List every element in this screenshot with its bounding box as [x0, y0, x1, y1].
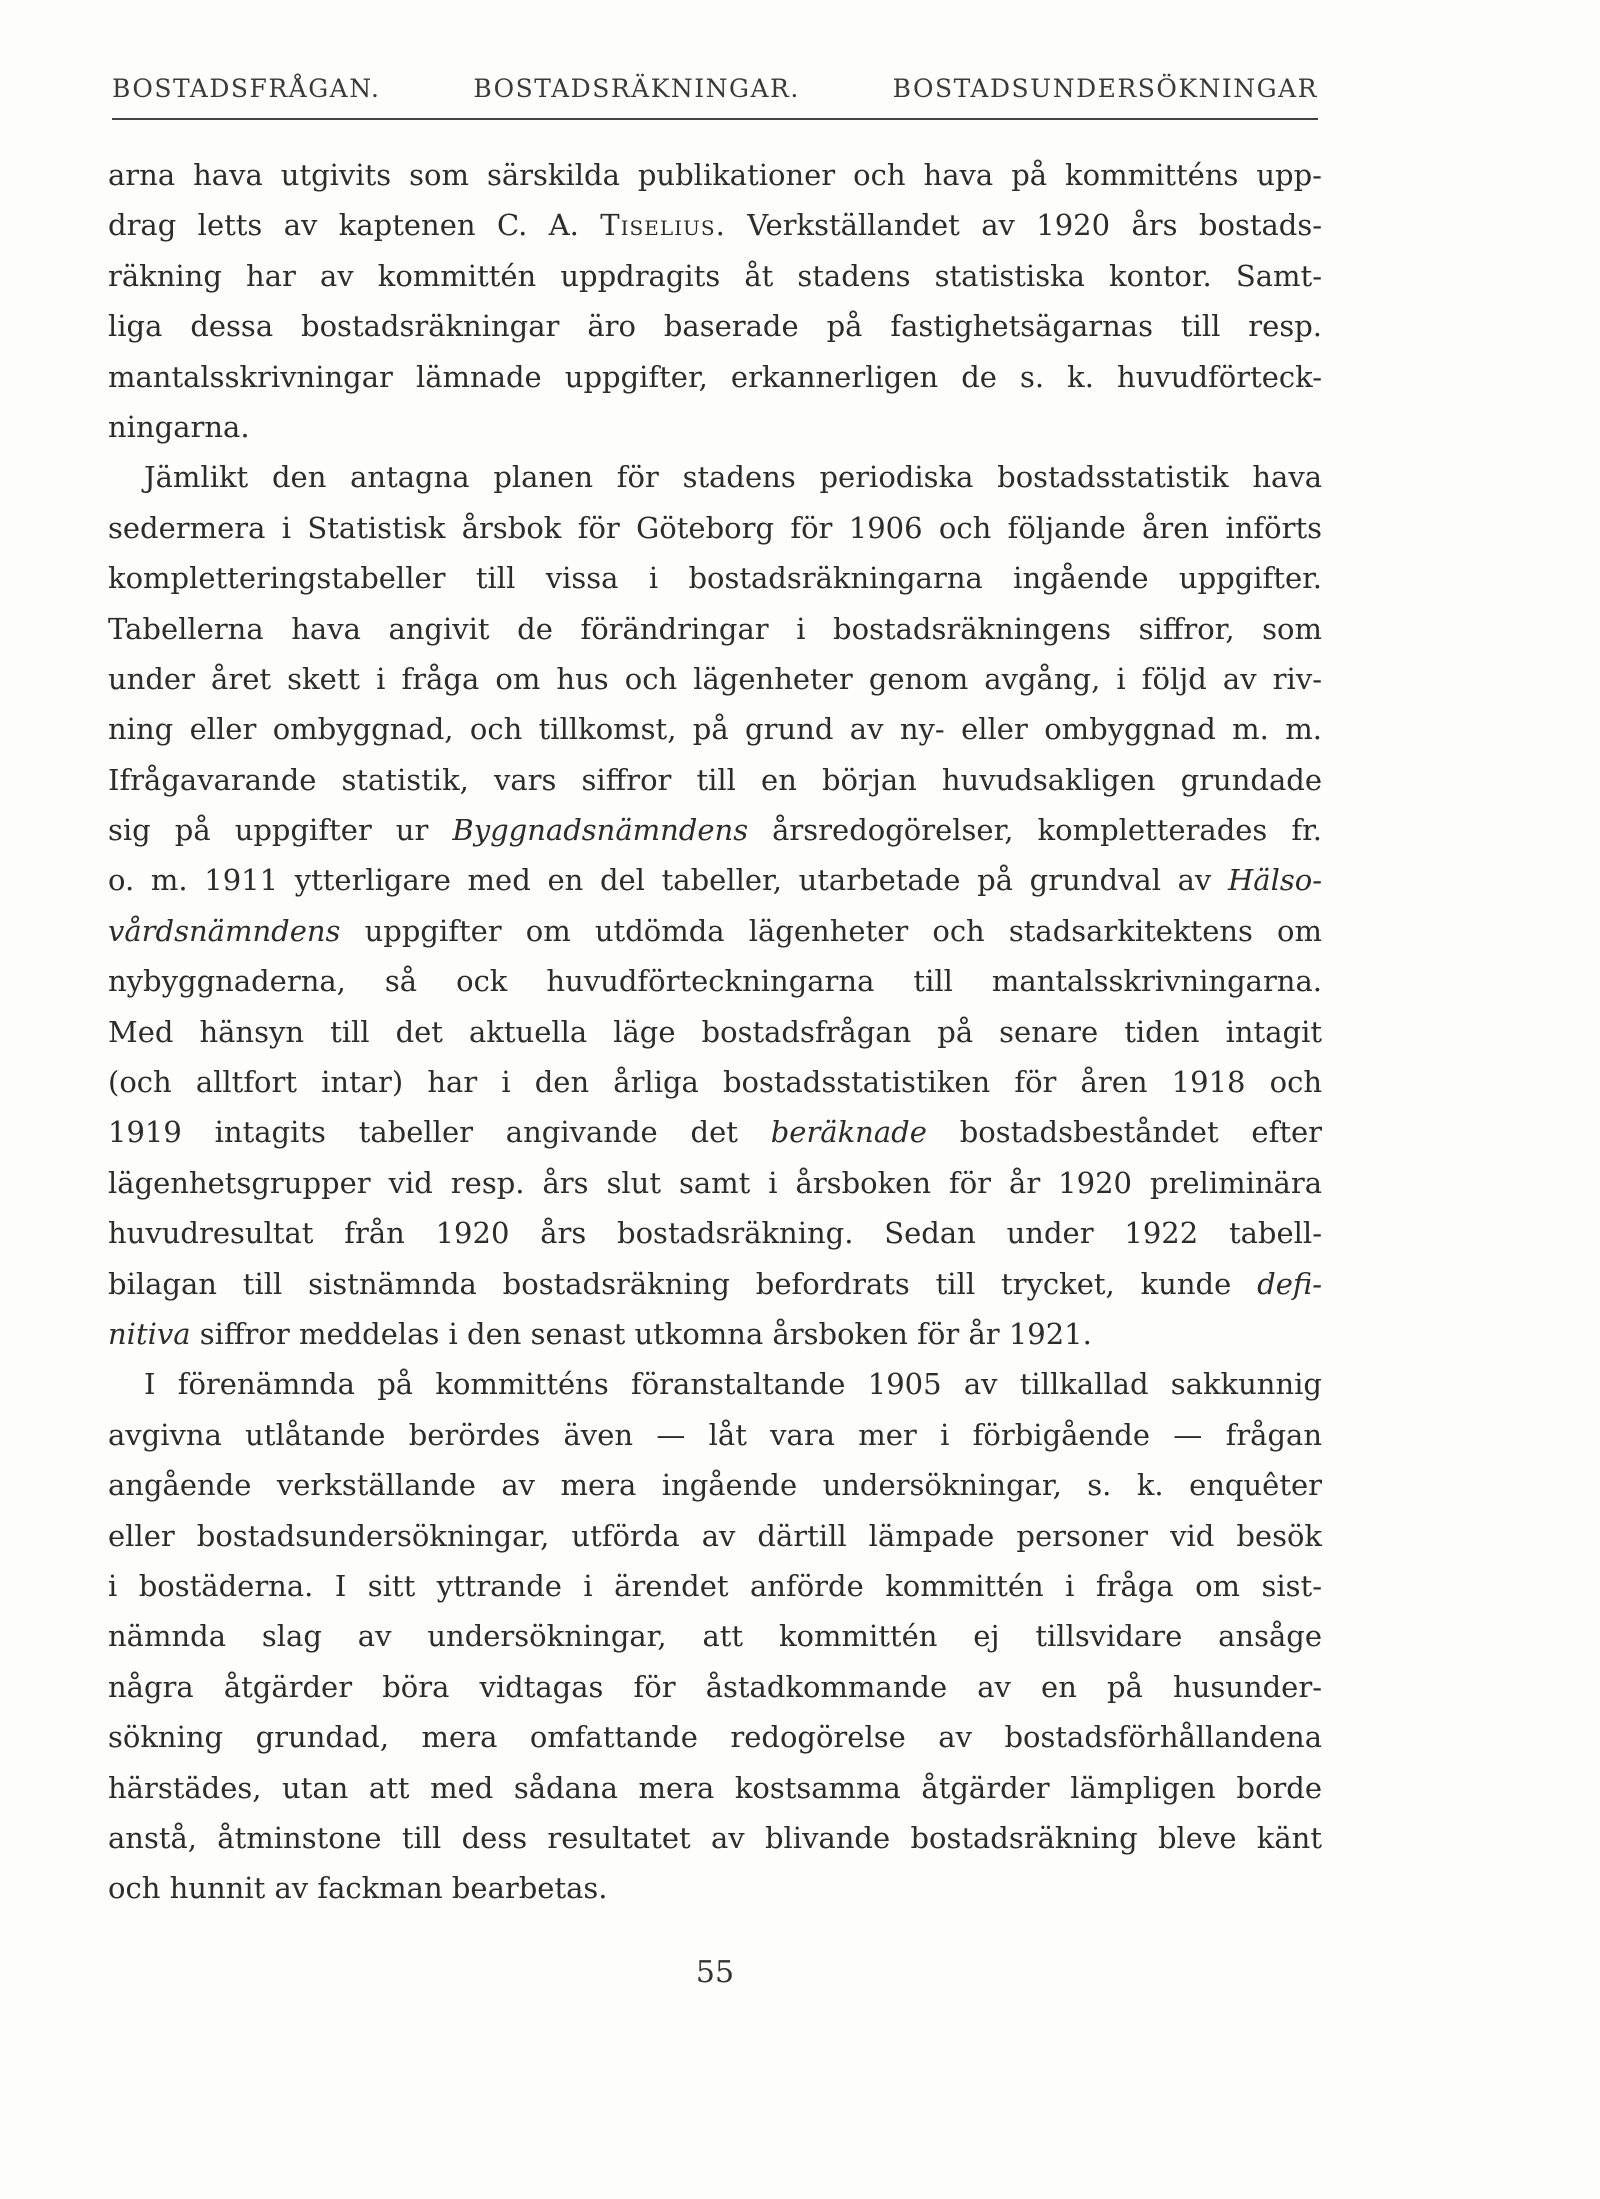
- text-line: nitiva siffror meddelas i den senast utkomna årsboken för år 1921.: [108, 1316, 1092, 1351]
- text-line: Ifrågavarande statistik, vars siffror till en början huvudsakligen grundade: [108, 762, 1322, 797]
- running-head-middle: BOSTADSRÄKNINGAR.: [473, 74, 800, 103]
- italic-beraknade: beräknade: [770, 1115, 927, 1150]
- text-line: Jämlikt den antagna planen för stadens periodiska bostadsstatistik hava: [144, 460, 1322, 495]
- running-head-left: BOSTADSFRÅGAN.: [112, 74, 381, 103]
- text-line: i bostäderna. I sitt yttrande i ärendet anförde kommittén i fråga om sist-: [108, 1568, 1322, 1603]
- text-line: eller bostadsundersökningar, utförda av därtill lämpade personer vid besök: [108, 1518, 1322, 1553]
- italic-vardsnamndens: vårdsnämndens: [108, 913, 341, 948]
- italic-nitiva: nitiva: [108, 1316, 191, 1351]
- italic-byggnadsnamndens: Byggnadsnämndens: [452, 813, 749, 848]
- running-head-right: BOSTADSUNDERSÖKNINGAR: [892, 74, 1318, 103]
- name-tiselius: Tiselius.: [600, 208, 726, 243]
- text-line: sökning grundad, mera omfattande redogörelse av bostadsförhållandena: [108, 1720, 1322, 1755]
- text-line: några åtgärder böra vidtagas för åstadkommande av en på husunder-: [108, 1669, 1322, 1704]
- text-line: vårdsnämndens uppgifter om utdömda lägenheter och stadsarkitektens om: [108, 913, 1323, 948]
- text-line: härstädes, utan att med sådana mera kostsamma åtgärder lämpligen borde: [108, 1770, 1322, 1805]
- text-line: bilagan till sistnämnda bostadsräkning befordrats till trycket, kunde defi-: [108, 1266, 1323, 1301]
- text-line: avgivna utlåtande berördes även — låt vara mer i förbigående — frågan: [108, 1417, 1322, 1452]
- text-line: ning eller ombyggnad, och tillkomst, på grund av ny- eller ombyggnad m. m.: [108, 712, 1322, 747]
- text-line: liga dessa bostadsräkningar äro baserade på fastighetsägarnas till resp.: [108, 309, 1322, 344]
- text-line: räkning har av kommittén uppdragits åt stadens statistiska kontor. Samt-: [108, 258, 1322, 293]
- text-line: drag letts av kaptenen C. A. Tiselius. Verkställandet av 1920 års bostads-: [108, 208, 1323, 243]
- running-head: [112, 74, 1318, 103]
- text-line: kompletteringstabeller till vissa i bostadsräkningarna ingående uppgifter.: [108, 561, 1322, 596]
- text-line: nybyggnaderna, så ock huvudförteckningarna till mantalsskrivningarna.: [108, 964, 1322, 999]
- header-rule: [112, 118, 1318, 120]
- body-text: [108, 150, 1322, 1914]
- text-line: mantalsskrivningar lämnade uppgifter, erkannerligen de s. k. huvudförteck-: [108, 359, 1322, 394]
- text-line: under året skett i fråga om hus och lägenheter genom avgång, i följd av riv-: [108, 661, 1322, 696]
- text-line: och hunnit av fackman bearbetas.: [108, 1871, 608, 1906]
- text-line: Tabellerna hava angivit de förändringar i bostadsräkningens siffror, som: [108, 611, 1322, 646]
- text-line: nämnda slag av undersökningar, att kommittén ej tillsvidare ansåge: [108, 1619, 1322, 1654]
- text-line: lägenhetsgrupper vid resp. års slut samt i årsboken för år 1920 preliminära: [108, 1165, 1322, 1200]
- text-line: sedermera i Statistisk årsbok för Göteborg för 1906 och följande åren införts: [108, 510, 1322, 545]
- text-line: anstå, åtminstone till dess resultatet av blivande bostadsräkning bleve känt: [108, 1820, 1322, 1855]
- text-line: angående verkställande av mera ingående undersökningar, s. k. enquêter: [108, 1468, 1322, 1503]
- italic-defi: defi-: [1257, 1266, 1323, 1301]
- page-number: 55: [695, 1955, 735, 1990]
- text-line: Med hänsyn till det aktuella läge bostadsfrågan på senare tiden intagit: [108, 1014, 1322, 1049]
- text-line: sig på uppgifter ur Byggnadsnämndens årsredogörelser, kompletterades fr.: [108, 813, 1322, 848]
- text-line: huvudresultat från 1920 års bostadsräkning. Sedan under 1922 tabell-: [108, 1216, 1322, 1251]
- text-line: I förenämnda på kommitténs föranstaltande 1905 av tillkallad sakkunnig: [144, 1367, 1322, 1402]
- text-line: 1919 intagits tabeller angivande det beräknade bostadsbeståndet efter: [108, 1115, 1323, 1150]
- text-line: o. m. 1911 ytterligare med en del tabeller, utarbetade på grundval av Hälso-: [108, 863, 1323, 898]
- text-line: arna hava utgivits som särskilda publikationer och hava på kommitténs upp-: [108, 158, 1322, 192]
- text-line: (och alltfort intar) har i den årliga bostadsstatistiken för åren 1918 och: [108, 1065, 1322, 1100]
- italic-halso: Hälso-: [1228, 863, 1323, 898]
- text-line: ningarna.: [108, 409, 250, 444]
